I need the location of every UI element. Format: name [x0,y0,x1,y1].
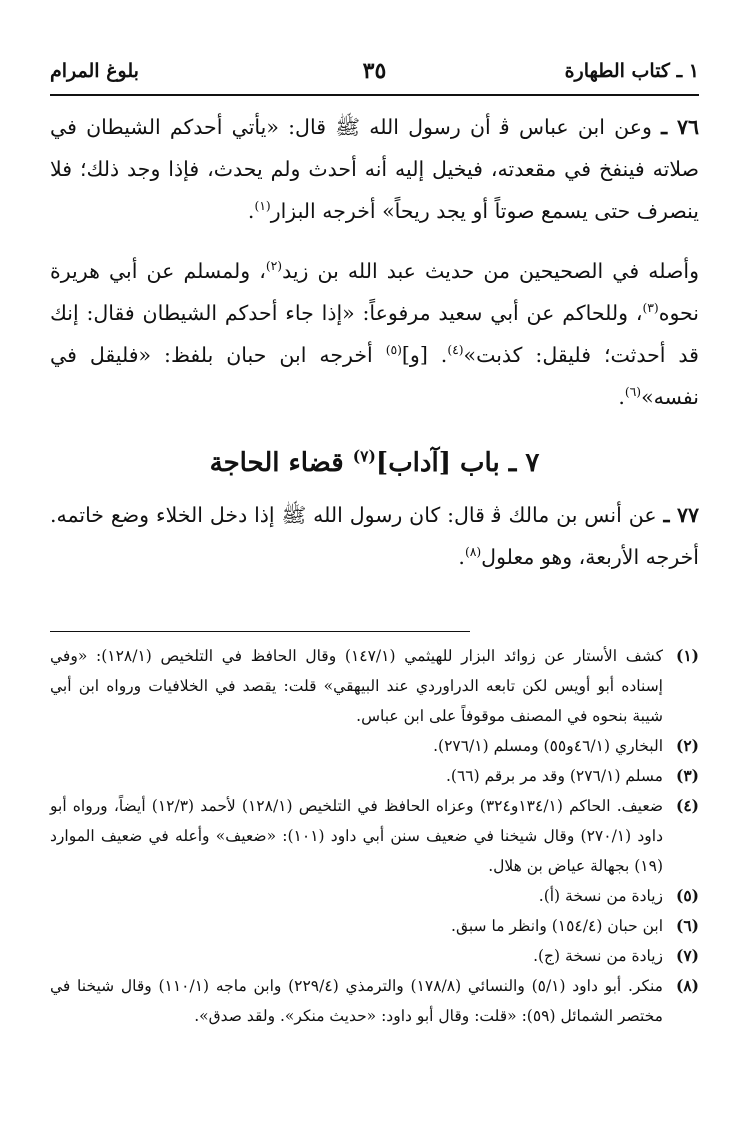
section-title-main: ٧ ـ باب [آداب] [375,448,540,478]
text-segment: وأصله في الصحيحين من حديث عبد الله بن زيد [282,259,699,283]
punct: . [247,199,255,223]
footnote [50,971,699,1031]
footnote [50,881,699,911]
main-text [50,106,699,578]
footnote-number: (٣) [675,766,699,785]
footnote [50,731,699,761]
text-segment: أخرجه ابن حبان بلفظ: «فليقل في نفسه» [50,343,699,409]
text-segment: . [و] [401,343,448,367]
footnote-number: (١) [675,646,699,665]
footnote-number: (٥) [675,886,699,905]
footnote-number: (٧) [675,946,699,965]
chapter-title: ١ ـ كتاب الطهارة [564,60,699,82]
hadith-text: وعن ابن عباس ﭬ أن رسول الله ﷺ قال: «يأتي أحدكم الشيطان في صلاته فينفخ في مقعدته، فيخيل إليه أنه أحدث ولم يحدث، فإذا وجد ذلك؛ فلا ينصرف حتى يسمع صوتاً أو يجد ريحاً» أخرجه البزار [50,115,699,223]
footnote-number: (٦) [675,916,699,935]
hadith-text: عن أنس بن مالك ﭬ قال: كان رسول الله ﷺ إذا دخل الخلاء وضع خاتمه. أخرجه الأربعة، وهو معلول [50,503,699,569]
section-heading [50,438,699,488]
footnote [50,641,699,731]
footnote [50,791,699,881]
text-segment: ، وللحاكم عن أبي سعيد مرفوعاً: «إذا جاء أحدكم الشيطان فقال: إنك قد أحدثت؛ فليقل: كذبت» [50,301,699,367]
punct: . [618,385,625,409]
footnote-ref[interactable]: (٤) [447,343,464,358]
footnote-text: زيادة من نسخة (أ). [538,887,663,905]
footnote-number: (٢) [675,736,699,755]
footnote [50,761,699,791]
footnote [50,911,699,941]
footnote-divider [50,631,470,632]
running-header [50,52,699,96]
footnote-text: مسلم (٢٧٦/١) وقد مر برقم (٦٦). [445,767,663,785]
footnotes [50,641,699,1031]
footnote-ref[interactable]: (٥) [385,343,402,358]
footnote-ref[interactable]: (٢) [265,259,283,274]
hadith-number: ٧٧ ـ [663,503,699,527]
hadith-number: ٧٦ ـ [661,115,699,139]
footnote-text: البخاري (٤٦/١و٥٥) ومسلم (٢٧٦/١). [433,737,663,755]
footnote-text: ابن حبان (١٥٤/٤) وانظر ما سبق. [451,917,663,935]
punct: . [458,545,465,569]
footnote-number: (٤) [675,796,699,815]
section-title-rest: قضاء الحاجة [209,448,353,478]
hadith-76-origin [50,250,699,418]
footnote-number: (٨) [675,976,699,995]
footnote-ref[interactable]: (١) [254,199,271,214]
page-number: ٣٥ [362,58,387,84]
text-segment: ، ولمسلم عن أبي هريرة نحوه [50,259,699,325]
footnote-text: منكر. أبو داود (٥/١) والنسائي (١٧٨/٨) والترمذي (٢٢٩/٤) وابن ماجه (١١٠/١) وقال شيخنا في مختصر الشمائل (٥٩): «قلت: وقال أبو داود: «حديث منكر». ولقد صدق». [50,977,663,1025]
header-divider [50,94,699,96]
footnote-text: كشف الأستار عن زوائد البزار للهيثمي (١٤٧/١) وقال الحافظ في التلخيص (١٢٨/١): «وفي إسناده أبو أويس لكن تابعه الدراوردي عند البيهقي» قلت: يقصد في الخلافيات ورواه ابن أبي شيبة بنحوه في المصنف موقوفاً على ابن عباس. [50,647,664,725]
footnote-text: ضعيف. الحاكم (١٣٤/١و٣٢٤) وعزاه الحافظ في التلخيص (١٢٨/١) لأحمد (١٢/٣) أيضاً، ورواه أبو داود (٢٧٠/١) وقال شيخنا في ضعيف سنن أبي داود (١٠١): «ضعيف» وأعله في ضعيف الموارد (١٩) بجهالة عياض بن هلال. [50,797,663,875]
footnote [50,941,699,971]
hadith-77 [50,494,699,578]
footnote-text: زيادة من نسخة (ج). [533,947,663,965]
book-title: بلوغ المرام [50,60,139,82]
hadith-76 [50,106,699,232]
footnote-ref[interactable]: (٨) [464,545,482,560]
footnote-ref[interactable]: (٣) [642,301,659,316]
footnote-ref[interactable]: (٧) [352,446,376,466]
footnote-ref[interactable]: (٦) [624,385,642,400]
